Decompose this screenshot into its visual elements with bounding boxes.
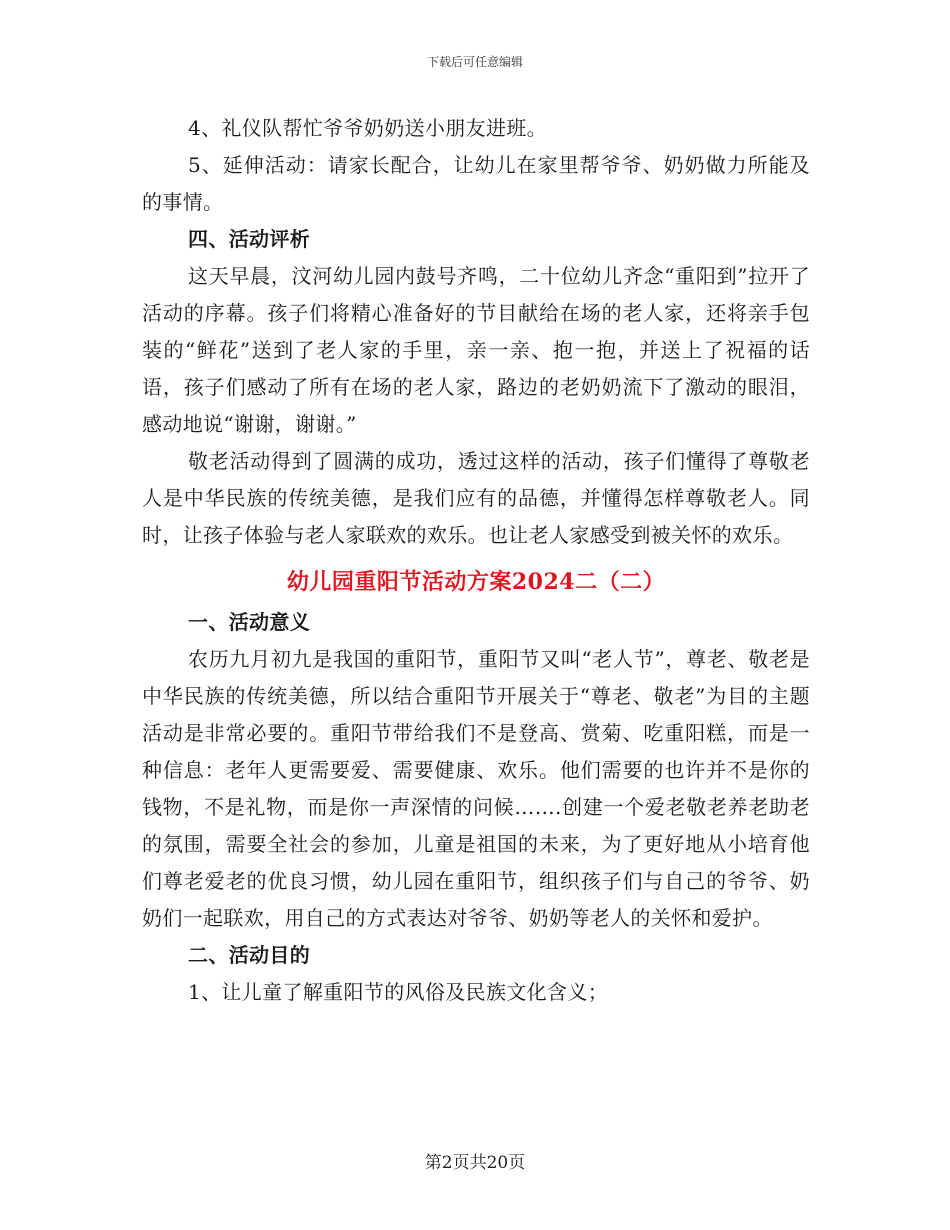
paragraph-success: 敬老活动得到了圆满的成功，透过这样的活动，孩子们懂得了尊敬老人是中华民族的传统美德，是我们应有的品德，并懂得怎样尊敬老人。同时，让孩子体验与老人家联欢的欢乐。也让老人家感受到被关怀的欢乐。 <box>142 449 810 547</box>
section-heading-purpose: 二、活动目的 <box>188 943 311 967</box>
paragraph-morning-event: 这天早晨，汶河幼儿园内鼓号齐鸣，二十位幼儿齐念“重阳到”拉开了活动的序幕。孩子们将精心准备好的节目献给在场的老人家，还将亲手包装的“鲜花”送到了老人家的手里，亲一亲、抱一抱，并送上了祝福的话语，孩子们感动了所有在场的老人家，路边的老奶奶流下了激动的眼泪，感动地说“谢谢，谢谢。” <box>142 264 810 436</box>
document-body <box>142 110 810 1011</box>
page-header: 下载后可任意编辑 <box>426 55 523 69</box>
list-item-4: 4、礼仪队帮忙爷爷奶奶送小朋友进班。 <box>188 116 548 140</box>
section-heading-evaluation: 四、活动评析 <box>188 227 311 251</box>
page-footer: 第2页共20页 <box>424 1153 526 1173</box>
list-item-goal-1: 1、让儿童了解重阳节的风俗及民族文化含义； <box>188 980 609 1004</box>
paragraph-significance: 农历九月初九是我国的重阳节，重阳节又叫“老人节”，尊老、敬老是中华民族的传统美德，所以结合重阳节开展关于“尊老、敬老”为目的主题活动是非常必要的。重阳节带给我们不是登高、赏菊、吃重阳糕，而是一种信息：老年人更需要爱、需要健康、欢乐。他们需要的也许并不是你的钱物，不是礼物，而是你一声深情的问候…….创建一个爱老敬老养老助老的氛围，需要全社会的参加，儿童是祖国的未来，为了更好地从小培育他们尊老爱老的优良习惯，幼儿园在重阳节，组织孩子们与自己的爷爷、奶奶们一起联欢，用自己的方式表达对爷爷、奶奶等老人的关怀和爱护。 <box>142 647 810 930</box>
list-item-5: 5、延伸活动：请家长配合，让幼儿在家里帮爷爷、奶奶做力所能及的事情。 <box>142 153 810 214</box>
section-heading-significance: 一、活动意义 <box>188 610 311 634</box>
plan-title: 幼儿园重阳节活动方案2024二（二） <box>286 569 666 595</box>
